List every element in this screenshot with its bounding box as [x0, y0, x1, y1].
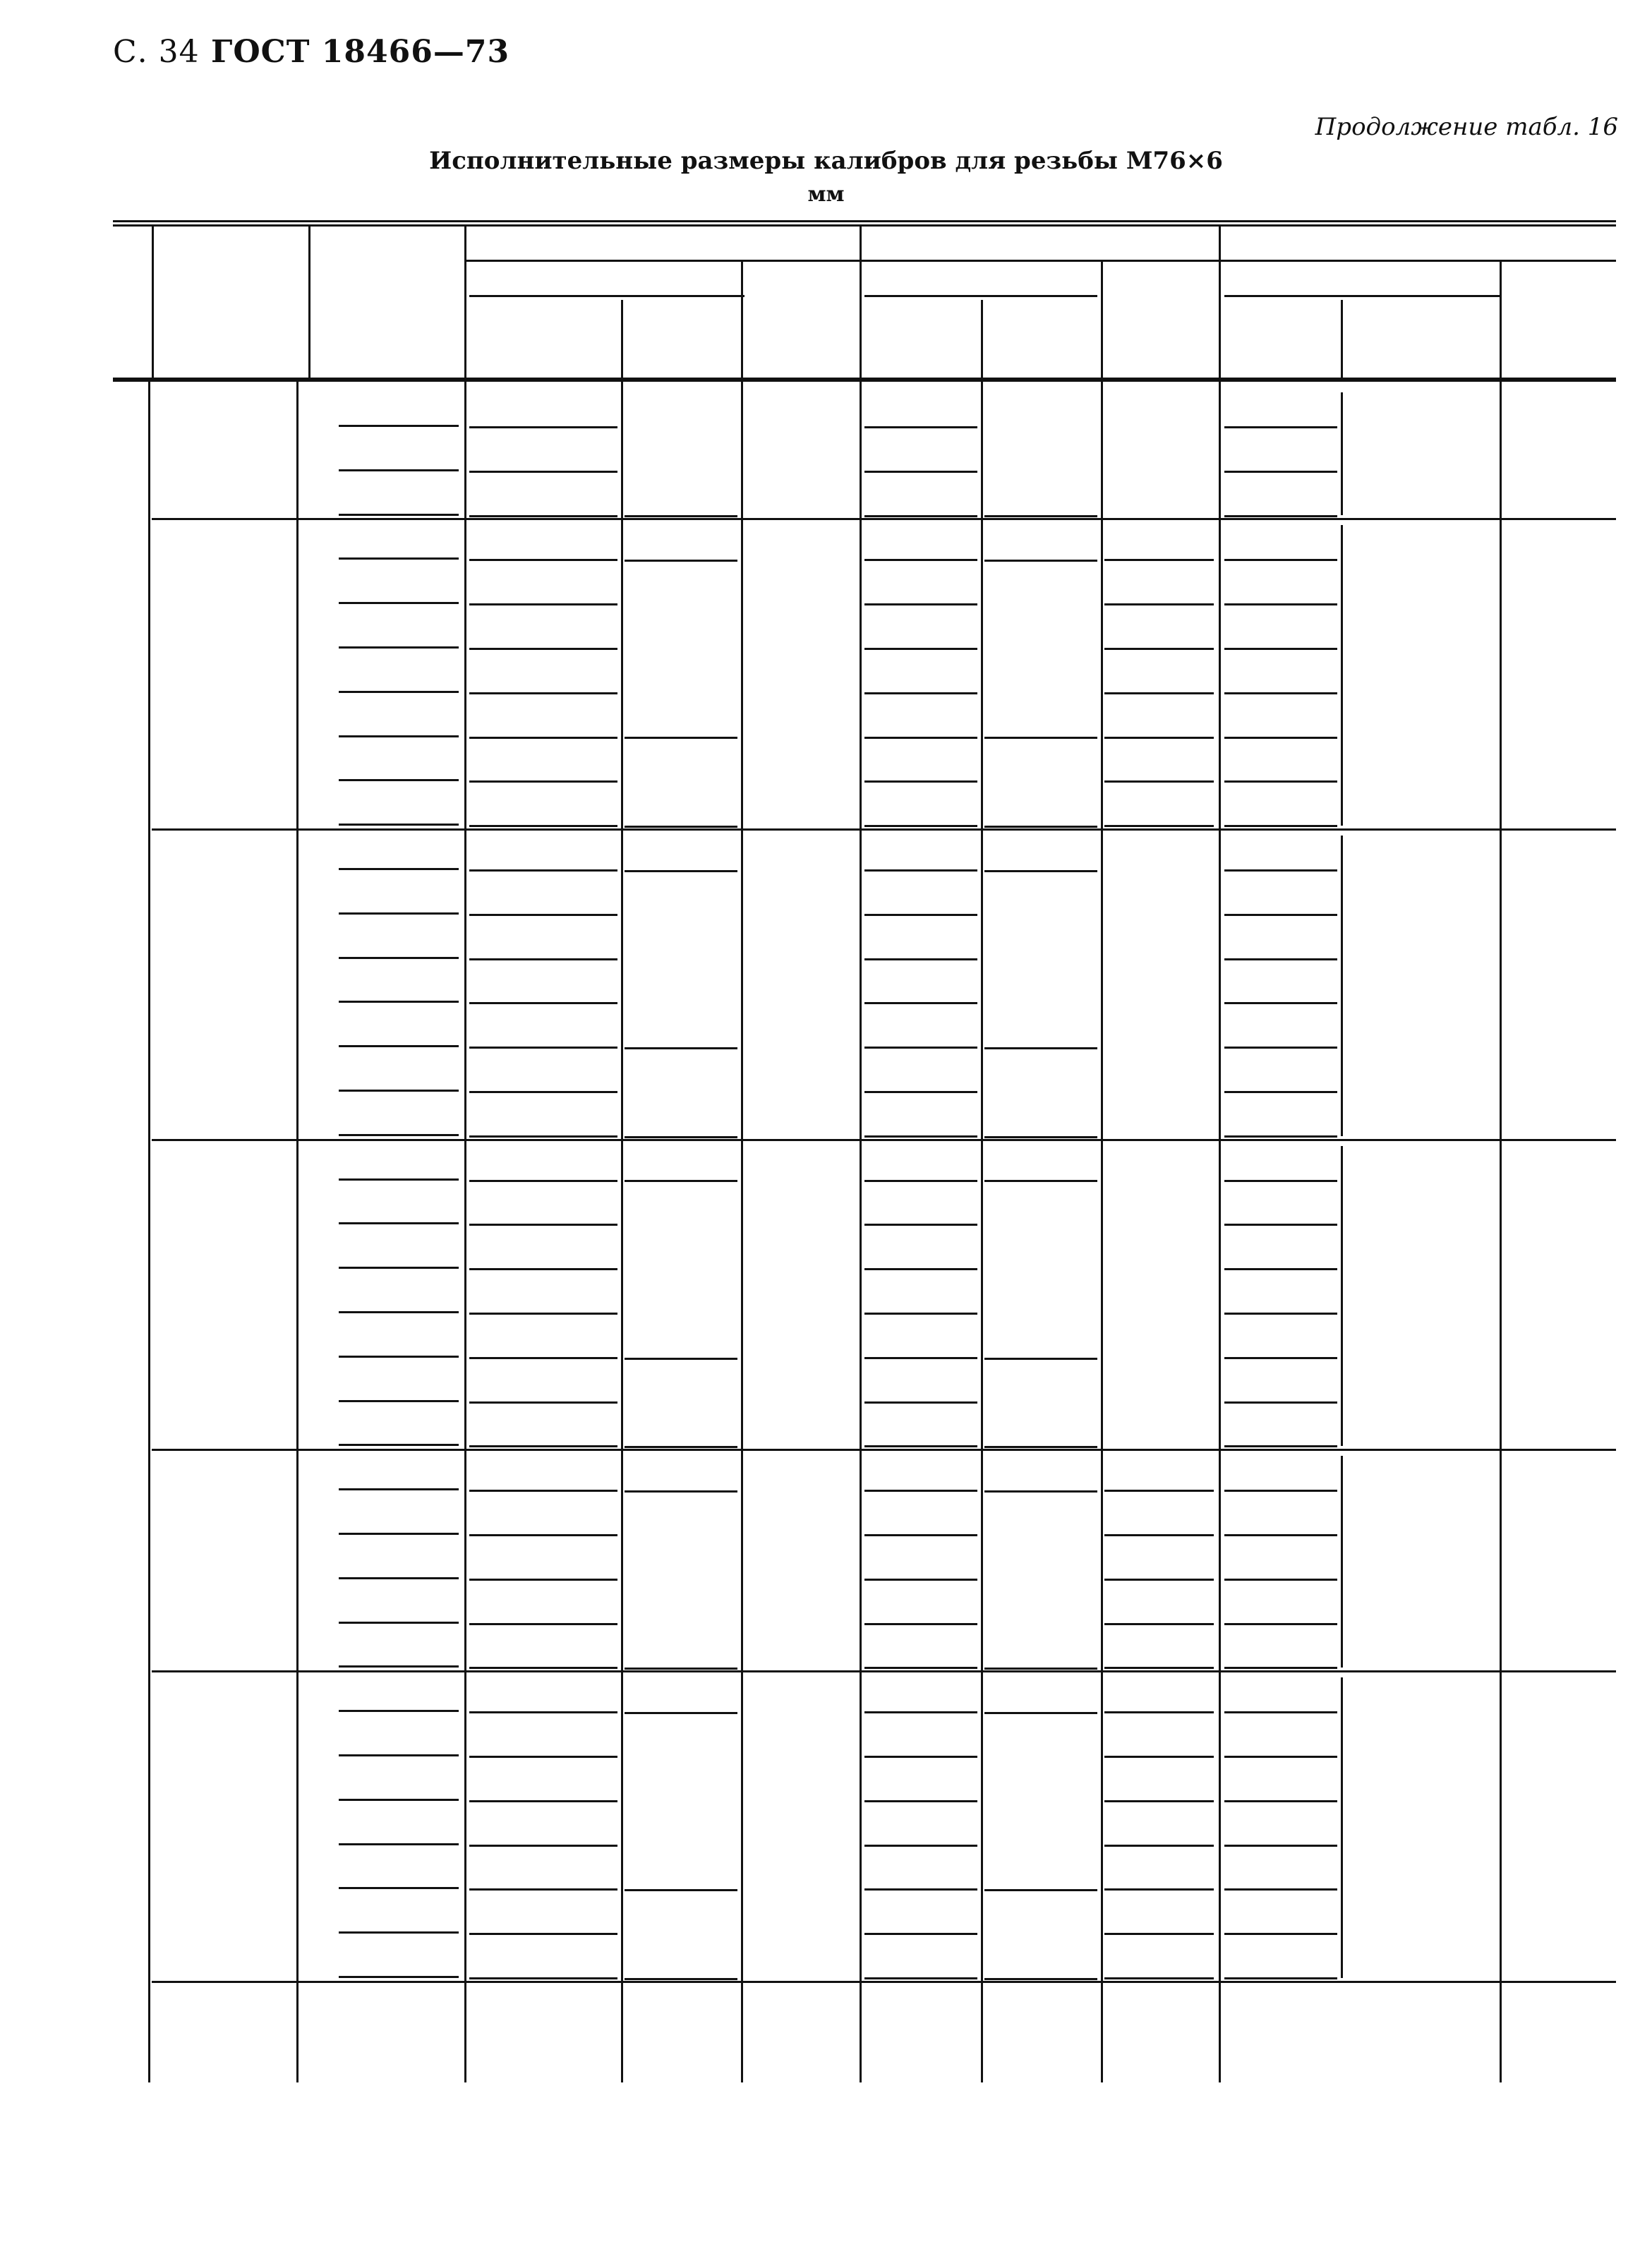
cell-underline: [1104, 737, 1214, 739]
cell-underline: [1224, 1224, 1337, 1226]
gost-number: ГОСТ 18466—73: [210, 34, 510, 70]
cell-underline: [1104, 1845, 1214, 1847]
cell-underline: [864, 958, 977, 960]
cell-underline: [1104, 648, 1214, 650]
cell-underline: [864, 648, 977, 650]
cell-underline: [339, 1665, 459, 1668]
body-col-rule: [621, 381, 623, 2082]
cell-underline: [469, 1534, 617, 1536]
cell-underline: [1104, 1667, 1214, 1669]
cell-underline: [864, 471, 977, 473]
cell-underline: [1104, 603, 1214, 605]
cell-underline: [339, 1577, 459, 1579]
body-col-rule: [1219, 381, 1221, 2082]
rule-line: [864, 295, 1097, 297]
cell-underline: [469, 737, 617, 739]
cell-underline: [1224, 515, 1337, 517]
cell-underline: [1224, 1002, 1337, 1004]
rule-line: [466, 260, 1616, 262]
cell-underline: [339, 1931, 459, 1934]
cell-underline: [864, 737, 977, 739]
cell-underline: [1224, 1135, 1337, 1138]
cell-underline: [339, 912, 459, 915]
cell-underline: [339, 469, 459, 471]
cell-underline: [864, 1313, 977, 1315]
bracket-line: [1341, 1677, 1343, 1978]
body-col-rule: [981, 381, 983, 2082]
cell-underline: [1224, 825, 1337, 827]
rule-line: [981, 300, 983, 378]
cell-underline: [339, 602, 459, 604]
cell-underline: [864, 825, 977, 827]
cell-underline: [339, 1488, 459, 1490]
cell-underline: [469, 426, 617, 428]
cell-underline: [469, 825, 617, 827]
cell-underline: [339, 646, 459, 649]
cell-underline: [469, 1135, 617, 1138]
cell-underline: [864, 1445, 977, 1447]
cell-underline: [339, 557, 459, 560]
cell-underline: [339, 1090, 459, 1092]
rule-line: [1341, 300, 1343, 378]
rule-line: [469, 295, 744, 297]
table-title: Исполнительные размеры калибров для резьбы M76×6: [429, 147, 1223, 175]
dev-underline: [984, 1136, 1097, 1138]
cell-underline: [1224, 1490, 1337, 1492]
cell-underline: [1104, 559, 1214, 561]
cell-underline: [339, 425, 459, 427]
cell-underline: [469, 1933, 617, 1935]
cell-underline: [1224, 1800, 1337, 1802]
page-number: С. 34: [113, 34, 200, 70]
rule-line: [860, 224, 862, 378]
cell-underline: [469, 1888, 617, 1891]
cell-underline: [864, 780, 977, 783]
cell-underline: [1104, 1888, 1214, 1891]
dev-underline: [984, 1446, 1097, 1448]
cell-underline: [1224, 737, 1337, 739]
body-col-rule: [1500, 381, 1502, 2082]
dev-underline: [984, 737, 1097, 739]
cell-underline: [469, 1623, 617, 1625]
cell-underline: [1224, 1711, 1337, 1713]
body-col-rule: [860, 381, 862, 2082]
cell-underline: [864, 1091, 977, 1093]
cell-underline: [339, 1887, 459, 1889]
cell-underline: [1224, 1091, 1337, 1093]
cell-underline: [1224, 559, 1337, 561]
rule-line: [152, 224, 154, 378]
cell-underline: [1224, 1047, 1337, 1049]
cell-underline: [1104, 780, 1214, 783]
cell-underline: [864, 1490, 977, 1492]
cell-underline: [469, 1490, 617, 1492]
dev-underline: [625, 826, 737, 828]
cell-underline: [1224, 426, 1337, 428]
cell-underline: [1104, 1800, 1214, 1802]
group-separator: [152, 828, 1616, 831]
cell-underline: [864, 1623, 977, 1625]
cell-underline: [469, 515, 617, 517]
cell-underline: [1224, 869, 1337, 872]
body-top-rule: [113, 380, 1616, 382]
header-top-rule: [113, 220, 1616, 222]
cell-underline: [469, 1579, 617, 1581]
cell-underline: [1224, 603, 1337, 605]
cell-underline: [864, 1933, 977, 1935]
cell-underline: [864, 1224, 977, 1226]
header-top-rule-2: [113, 224, 1616, 227]
cell-underline: [469, 1180, 617, 1182]
dev-underline: [625, 1712, 737, 1714]
cell-underline: [1104, 1977, 1214, 1979]
dev-underline: [625, 515, 737, 517]
cell-underline: [339, 1267, 459, 1269]
bracket-line: [1341, 836, 1343, 1136]
cell-underline: [864, 1667, 977, 1669]
cell-underline: [469, 1667, 617, 1669]
bracket-line: [1341, 1456, 1343, 1668]
cell-underline: [469, 1800, 617, 1802]
group-separator: [152, 1981, 1616, 1983]
rule-line: [1219, 224, 1221, 378]
cell-underline: [864, 1268, 977, 1270]
cell-underline: [339, 957, 459, 959]
dev-underline: [984, 1712, 1097, 1714]
cell-underline: [469, 1401, 617, 1404]
dev-underline: [984, 826, 1097, 828]
dev-underline: [625, 1446, 737, 1448]
rule-line: [1224, 295, 1500, 297]
bracket-line: [1341, 392, 1343, 515]
cell-underline: [339, 1976, 459, 1978]
bracket-line: [1341, 525, 1343, 826]
cell-underline: [1224, 1401, 1337, 1404]
cell-underline: [469, 1002, 617, 1004]
cell-underline: [339, 735, 459, 737]
cell-underline: [1104, 825, 1214, 827]
dev-underline: [984, 560, 1097, 562]
rule-line: [1500, 261, 1502, 378]
cell-underline: [864, 515, 977, 517]
cell-underline: [469, 780, 617, 783]
cell-underline: [469, 1845, 617, 1847]
body-col-rule: [464, 381, 466, 2082]
unit-label: мм: [807, 182, 845, 207]
cell-underline: [1224, 1445, 1337, 1447]
cell-underline: [1104, 1933, 1214, 1935]
group-separator: [152, 1449, 1616, 1451]
cell-underline: [339, 1001, 459, 1003]
cell-underline: [1104, 1756, 1214, 1758]
cell-underline: [469, 648, 617, 650]
cell-underline: [339, 868, 459, 870]
cell-underline: [864, 1977, 977, 1979]
cell-underline: [1104, 1623, 1214, 1625]
cell-underline: [864, 1534, 977, 1536]
cell-underline: [864, 914, 977, 916]
cell-underline: [1224, 1845, 1337, 1847]
cell-underline: [1224, 692, 1337, 694]
dev-underline: [984, 1047, 1097, 1049]
cell-underline: [339, 1799, 459, 1801]
cell-underline: [1224, 1667, 1337, 1669]
cell-underline: [1224, 1933, 1337, 1935]
cell-underline: [339, 1843, 459, 1845]
cell-underline: [469, 1357, 617, 1359]
cell-underline: [1224, 1180, 1337, 1182]
body-col-rule: [296, 381, 299, 2082]
cell-underline: [1104, 1579, 1214, 1581]
cell-underline: [864, 1711, 977, 1713]
cell-underline: [864, 1800, 977, 1802]
rule-line: [1101, 261, 1103, 378]
cell-underline: [1104, 1534, 1214, 1536]
cell-underline: [339, 1045, 459, 1047]
cell-underline: [339, 1622, 459, 1624]
body-col-rule: [741, 381, 743, 2082]
dev-underline: [625, 1978, 737, 1980]
dev-underline: [625, 1490, 737, 1493]
cell-underline: [469, 958, 617, 960]
cell-underline: [469, 603, 617, 605]
cell-underline: [864, 1401, 977, 1404]
cell-underline: [469, 1268, 617, 1270]
cell-underline: [469, 1047, 617, 1049]
cell-underline: [339, 1311, 459, 1313]
cell-underline: [1104, 1490, 1214, 1492]
cell-underline: [864, 603, 977, 605]
cell-underline: [864, 1002, 977, 1004]
cell-underline: [864, 1180, 977, 1182]
cell-underline: [1224, 958, 1337, 960]
cell-underline: [469, 471, 617, 473]
cell-underline: [1224, 1756, 1337, 1758]
cell-underline: [339, 1400, 459, 1402]
rule-line: [621, 300, 623, 378]
cell-underline: [864, 426, 977, 428]
cell-underline: [1224, 1579, 1337, 1581]
rule-line: [464, 224, 466, 378]
dev-underline: [984, 1889, 1097, 1891]
cell-underline: [469, 1756, 617, 1758]
cell-underline: [469, 1091, 617, 1093]
cell-underline: [1224, 1534, 1337, 1536]
dev-underline: [984, 1180, 1097, 1182]
cell-underline: [469, 1977, 617, 1979]
cell-underline: [1224, 914, 1337, 916]
cell-underline: [469, 1313, 617, 1315]
cell-underline: [864, 1135, 977, 1138]
cell-underline: [864, 1888, 977, 1891]
continuation-label: Продолжение табл. 16: [1315, 113, 1618, 141]
cell-underline: [1224, 471, 1337, 473]
rule-line: [741, 261, 743, 378]
cell-underline: [339, 514, 459, 516]
cell-underline: [1224, 1357, 1337, 1359]
cell-underline: [1224, 1623, 1337, 1625]
cell-underline: [864, 1845, 977, 1847]
dev-underline: [984, 1978, 1097, 1980]
cell-underline: [339, 824, 459, 826]
cell-underline: [469, 1224, 617, 1226]
cell-underline: [339, 1754, 459, 1756]
dev-underline: [625, 1136, 737, 1138]
rule-line: [308, 224, 310, 378]
dev-underline: [984, 1490, 1097, 1493]
cell-underline: [339, 1533, 459, 1535]
cell-underline: [469, 692, 617, 694]
cell-underline: [1224, 1977, 1337, 1979]
dev-underline: [625, 870, 737, 872]
dev-underline: [625, 1047, 737, 1049]
cell-underline: [864, 692, 977, 694]
group-separator: [152, 1139, 1616, 1141]
dev-underline: [984, 870, 1097, 872]
cell-underline: [469, 559, 617, 561]
cell-underline: [1224, 1313, 1337, 1315]
cell-underline: [469, 869, 617, 872]
cell-underline: [339, 779, 459, 781]
cell-underline: [339, 691, 459, 693]
cell-underline: [339, 1710, 459, 1712]
cell-underline: [864, 1047, 977, 1049]
dev-underline: [625, 1889, 737, 1891]
cell-underline: [864, 1357, 977, 1359]
dev-underline: [625, 737, 737, 739]
dev-underline: [625, 560, 737, 562]
cell-underline: [1224, 1888, 1337, 1891]
cell-underline: [469, 914, 617, 916]
cell-underline: [1224, 780, 1337, 783]
cell-underline: [1224, 648, 1337, 650]
cell-underline: [1104, 692, 1214, 694]
cell-underline: [339, 1134, 459, 1136]
dev-underline: [625, 1358, 737, 1360]
body-col-rule: [1101, 381, 1103, 2082]
cell-underline: [469, 1711, 617, 1713]
bracket-line: [1341, 1146, 1343, 1447]
group-separator: [152, 1670, 1616, 1672]
cell-underline: [864, 1579, 977, 1581]
cell-underline: [864, 869, 977, 872]
cell-underline: [864, 559, 977, 561]
cell-underline: [864, 1756, 977, 1758]
dev-underline: [984, 515, 1097, 517]
dev-underline: [984, 1358, 1097, 1360]
dev-underline: [984, 1668, 1097, 1670]
cell-underline: [339, 1178, 459, 1181]
cell-underline: [469, 1445, 617, 1447]
dev-underline: [625, 1668, 737, 1670]
cell-underline: [339, 1356, 459, 1358]
cell-underline: [1224, 1268, 1337, 1270]
cell-underline: [339, 1444, 459, 1446]
group-separator: [152, 518, 1616, 520]
dev-underline: [625, 1180, 737, 1182]
body-col-rule: [148, 381, 150, 2082]
cell-underline: [1104, 1711, 1214, 1713]
cell-underline: [339, 1222, 459, 1224]
